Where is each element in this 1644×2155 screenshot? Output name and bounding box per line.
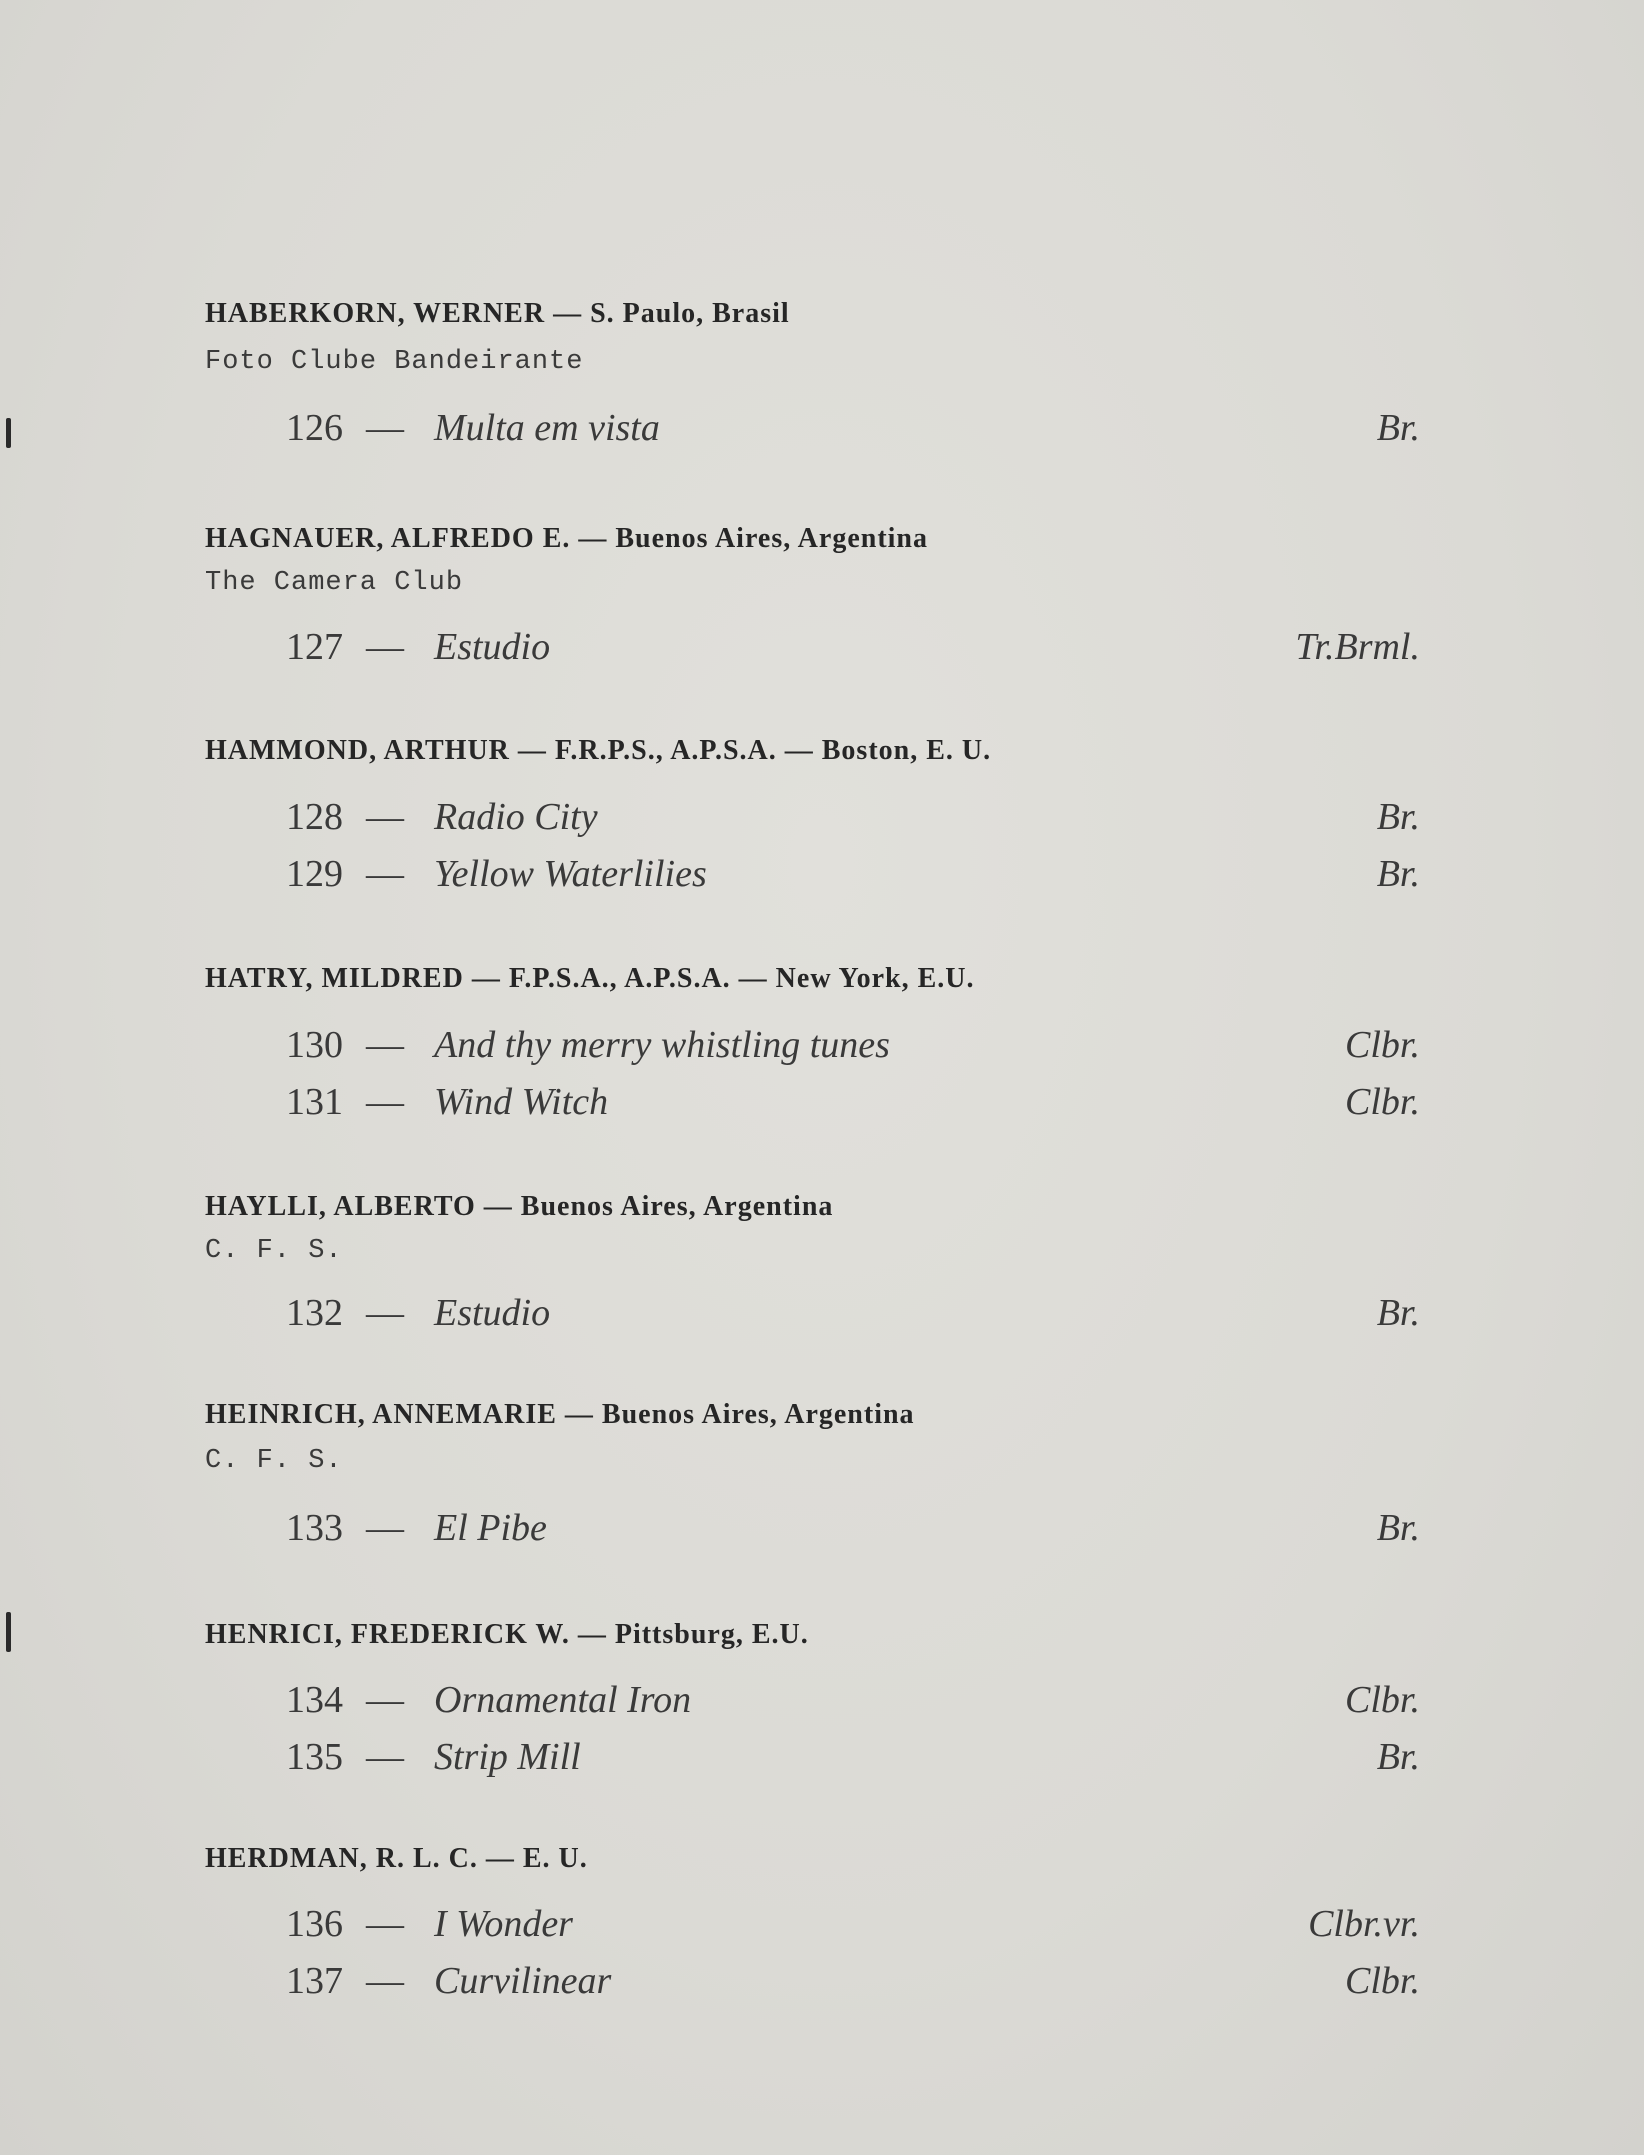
work-row <box>286 1678 1420 1726</box>
work-row <box>286 795 1420 843</box>
page-edge-mark <box>6 1612 11 1652</box>
work-title: Estudio <box>434 1292 551 1334</box>
work-dash: — <box>366 1507 404 1549</box>
work-technique: Br. <box>1376 1507 1420 1549</box>
exhibitor-club: C. F. S. <box>205 1446 343 1476</box>
work-row <box>286 852 1420 900</box>
exhibitor-heading: HAGNAUER, ALFREDO E. — Buenos Aires, Argentina <box>205 523 928 554</box>
work-technique: Br. <box>1376 1292 1420 1334</box>
work-title: Curvilinear <box>434 1960 612 2002</box>
work-technique: Br. <box>1376 407 1420 449</box>
work-number: 134 <box>286 1679 343 1721</box>
work-dash: — <box>366 1679 404 1721</box>
work-dash: — <box>366 1903 404 1945</box>
work-technique: Br. <box>1376 796 1420 838</box>
work-dash: — <box>366 1024 404 1066</box>
work-title: Strip Mill <box>434 1736 581 1778</box>
work-number: 132 <box>286 1292 343 1334</box>
work-number: 131 <box>286 1081 343 1123</box>
exhibitor-club: Foto Clube Bandeirante <box>205 347 584 377</box>
exhibitor-heading: HAMMOND, ARTHUR — F.R.P.S., A.P.S.A. — Boston, E. U. <box>205 735 992 766</box>
work-dash: — <box>366 853 404 895</box>
work-title: Estudio <box>434 626 551 668</box>
work-number: 135 <box>286 1736 343 1778</box>
work-technique: Clbr. <box>1345 1679 1420 1721</box>
work-title: And thy merry whistling tunes <box>434 1024 890 1066</box>
page-edge-mark <box>6 418 11 448</box>
work-number: 130 <box>286 1024 343 1066</box>
work-technique: Br. <box>1376 1736 1420 1778</box>
work-technique: Clbr. <box>1345 1081 1420 1123</box>
work-title: El Pibe <box>434 1507 547 1549</box>
work-number: 126 <box>286 407 343 449</box>
exhibitor-heading: HEINRICH, ANNEMARIE — Buenos Aires, Argentina <box>205 1399 915 1430</box>
work-row <box>286 1023 1420 1071</box>
work-title: I Wonder <box>434 1903 573 1945</box>
exhibitor-heading: HABERKORN, WERNER — S. Paulo, Brasil <box>205 298 790 329</box>
work-title: Multa em vista <box>434 407 660 449</box>
work-title: Yellow Waterlilies <box>434 853 707 895</box>
exhibitor-heading: HATRY, MILDRED — F.P.S.A., A.P.S.A. — New York, E.U. <box>205 963 975 994</box>
work-row <box>286 1080 1420 1128</box>
work-row <box>286 1902 1420 1950</box>
exhibitor-club: The Camera Club <box>205 568 464 598</box>
exhibitor-heading: HAYLLI, ALBERTO — Buenos Aires, Argentina <box>205 1191 834 1222</box>
work-technique: Clbr.vr. <box>1308 1903 1420 1945</box>
work-dash: — <box>366 407 404 449</box>
work-dash: — <box>366 1960 404 2002</box>
work-row <box>286 1959 1420 2007</box>
work-number: 128 <box>286 796 343 838</box>
work-row <box>286 1291 1420 1339</box>
exhibitor-club: C. F. S. <box>205 1236 343 1266</box>
work-title: Radio City <box>434 796 598 838</box>
work-dash: — <box>366 1081 404 1123</box>
work-technique: Br. <box>1376 853 1420 895</box>
work-dash: — <box>366 626 404 668</box>
work-number: 137 <box>286 1960 343 2002</box>
work-technique: Clbr. <box>1345 1960 1420 2002</box>
work-dash: — <box>366 1736 404 1778</box>
work-dash: — <box>366 796 404 838</box>
work-number: 127 <box>286 626 343 668</box>
work-row <box>286 625 1420 673</box>
work-dash: — <box>366 1292 404 1334</box>
work-row <box>286 1735 1420 1783</box>
work-number: 133 <box>286 1507 343 1549</box>
work-number: 129 <box>286 853 343 895</box>
work-row <box>286 406 1420 454</box>
work-technique: Clbr. <box>1345 1024 1420 1066</box>
work-row <box>286 1506 1420 1554</box>
exhibitor-heading: HENRICI, FREDERICK W. — Pittsburg, E.U. <box>205 1619 809 1650</box>
work-title: Ornamental Iron <box>434 1679 692 1721</box>
work-title: Wind Witch <box>434 1081 609 1123</box>
exhibitor-heading: HERDMAN, R. L. C. — E. U. <box>205 1843 588 1874</box>
work-number: 136 <box>286 1903 343 1945</box>
work-technique: Tr.Brml. <box>1295 626 1420 668</box>
